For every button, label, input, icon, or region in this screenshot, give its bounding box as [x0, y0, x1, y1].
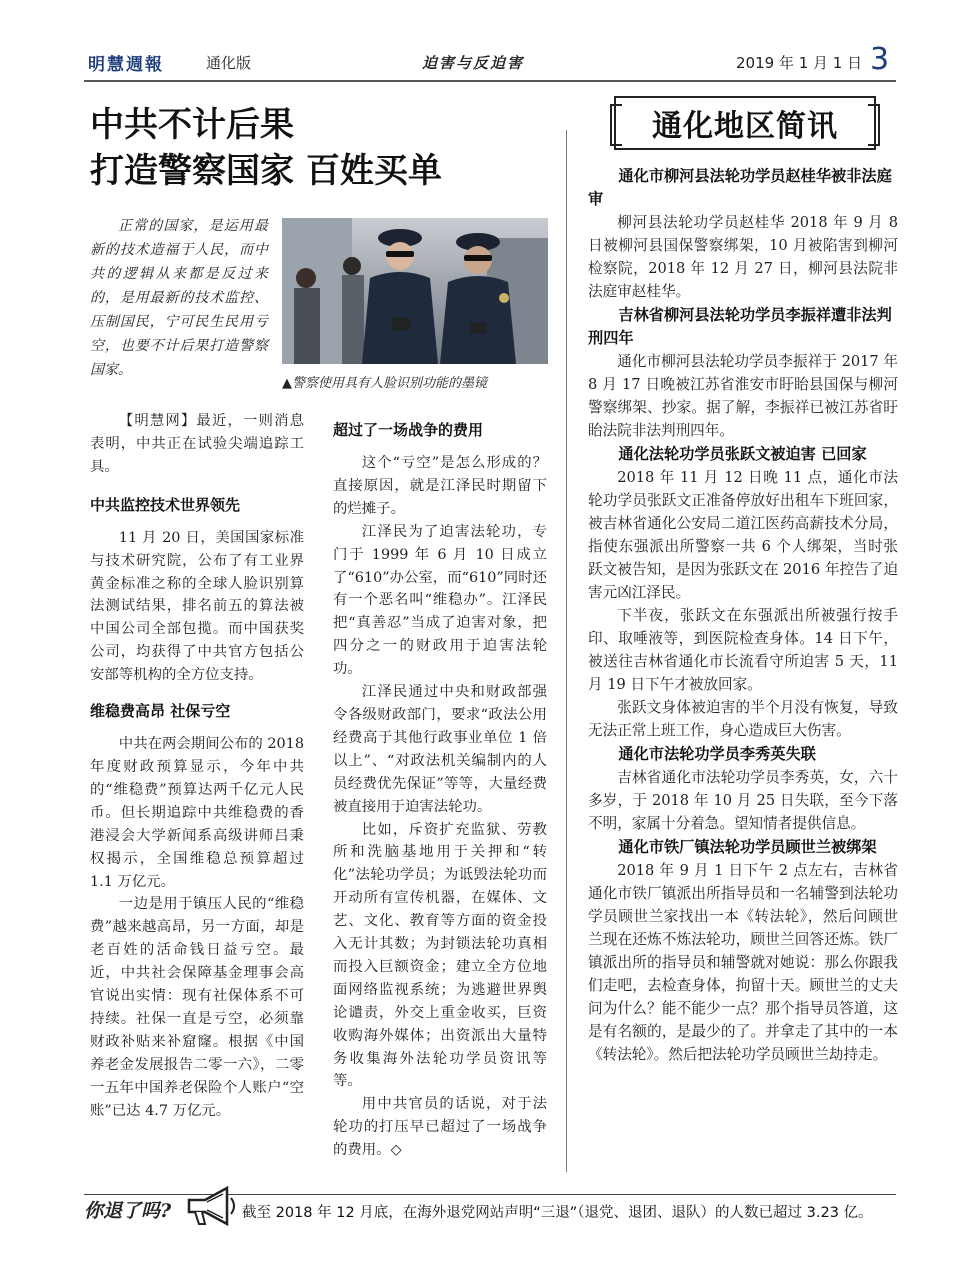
brief-paragraph: 2018 年 11 月 12 日晚 11 点，通化市法轮功学员张跃文正准备停放好出租车下班回家，被吉林省通化公安局二道江医药高薪技术分局，指使东强派出所警察一共 6 个人绑架，当时张跃文被告知，是因为张跃文在 2016 年控告了迫害元凶江泽民。 [588, 469, 898, 601]
paragraph: 江泽民为了迫害法轮功，专门于 1999 年 6 月 10 日成立了“610”办公室，而“610”同时还有一个恶名叫“维稳办”。江泽民把“真善忍”当成了迫害对象，把四分之一的财政用于迫害法轮功。 [333, 523, 547, 678]
headline-line-2: 打造警察国家 百姓买单 [90, 151, 442, 191]
paragraph: 一边是用于镇压人民的“维稳费”越来越高昂，另一方面，却是老百姓的活命钱日益亏空。最近，中共社会保障基金理事会高官说出实情：现有社保体系不可持续。社保一直是亏空，必须靠财政补贴来补窟窿。根据《中国养老金发展报告二零一六》，二零一五年中国养老保险个人账户“空账”已达 4.7 万亿元。 [90, 896, 304, 1119]
article-column-1 [90, 410, 304, 1122]
page-number: 3 [870, 42, 890, 77]
briefs-column [588, 164, 898, 1066]
page-header [88, 42, 898, 78]
footer-notice: 截至 2018 年 12 月底，在海外退党网站声明“三退”（退党、退团、退队）的人数已超过 3.23 亿。 [242, 1205, 873, 1221]
article-column-2 [333, 418, 547, 1162]
section-title: 迫害与反迫害 [422, 54, 525, 72]
brief-item [588, 443, 898, 742]
paragraph: 11 月 20 日，美国国家标准与技术研究院，公布了有工业界黄金标准之称的全球人脸识别算法测试结果，排名前五的算法被中国公司全部包揽。而中国获奖公司，均获得了中共官方包括公安部等机构的全方位支持。 [90, 529, 304, 684]
briefs-title-text: 通化地区简讯 [652, 109, 838, 144]
article-headline [90, 102, 442, 194]
subhead-war-cost: 超过了一场战争的费用 [333, 421, 484, 439]
headline-line-1: 中共不计后果 [90, 105, 294, 145]
brief-title: 通化市铁厂镇法轮功学员顾世兰被绑架 [618, 838, 877, 856]
paragraph: 中共在两会期间公布的 2018 年度财政预算显示，今年中共的“维稳费”预算达两千亿元人民币。但长期追踪中共维稳费的香港浸会大学新闻系高级讲师吕秉权揭示，全国维稳总预算超过 1.1 万亿元。 [90, 736, 304, 890]
photo-caption: ▲警察使用具有人脸识别功能的墨镜 [282, 376, 487, 391]
megaphone-icon [183, 1184, 239, 1228]
briefs-section-title [614, 96, 876, 150]
brief-paragraph: 张跃文身体被迫害的半个月没有恢复，导致无法正常上班工作，身心造成巨大伤害。 [588, 699, 898, 739]
brief-title: 通化市柳河县法轮功学员赵桂华被非法庭审 [588, 167, 892, 208]
brief-paragraph: 吉林省通化市法轮功学员李秀英，女，六十多岁，于 2018 年 10 月 25 日失联，至今下落不明，家属十分着急。望知情者提供信息。 [588, 769, 898, 832]
brief-title: 吉林省柳河县法轮功学员李振祥遭非法判刑四年 [588, 306, 892, 347]
brief-paragraph: 2018 年 9 月 1 日下午 2 点左右，吉林省通化市铁厂镇派出所指导员和一名辅警到法轮功学员顾世兰家找出一本《转法轮》，然后问顾世兰现在还炼不炼法轮功，顾世兰回答还炼。铁厂镇派出所的指导员和辅警就对她说：那么你跟我们走吧，去检查身体，拘留十天。顾世兰的丈夫问为什么？能不能少一点？那个指导员答道，这是有名额的，是最少的了。并拿走了其中的一本《转法轮》。然后把法轮功学员顾世兰劫持走。 [588, 862, 898, 1063]
brief-item [588, 304, 898, 442]
intro-paragraph: 【明慧网】最近，一则消息表明，中共正在试验尖端追踪工具。 [90, 413, 304, 475]
paragraph: 用中共官员的话说，对于法轮功的打压早已超过了一场战争的费用。◇ [333, 1096, 547, 1159]
edition-label: 通化版 [206, 54, 252, 72]
brief-title: 通化市法轮功学员李秀英失联 [618, 745, 816, 763]
subhead-stability-cost: 维稳费高昂 社保亏空 [90, 702, 231, 721]
brief-paragraph: 通化市柳河县法轮功学员李振祥于 2017 年 8 月 17 日晚被江苏省淮安市盱眙县国保与柳河警察绑架、抄家。据了解，李振祥已被江苏省盱眙法院非法判刑四年。 [588, 353, 898, 439]
brief-paragraph: 下半夜，张跃文在东强派出所被强行按手印、取唾液等，到医院检查身体。14 日下午，被送往吉林省通化市长流看守所迫害 5 天，11 月 19 日下午才被放回家。 [588, 607, 898, 693]
brief-paragraph: 柳河县法轮功学员赵桂华 2018 年 9 月 8 日被柳河县国保警察绑架，10 月被陷害到柳河检察院，2018 年 12 月 27 日，柳河县法院非法庭审赵桂华。 [588, 214, 898, 300]
header-divider [84, 80, 896, 82]
brief-item [588, 743, 898, 835]
masthead: 明慧週報 [88, 55, 164, 75]
brief-item [588, 836, 898, 1066]
brief-item [588, 165, 898, 303]
column-divider [566, 130, 567, 1172]
footer-slogan: 你退了吗? [84, 1200, 172, 1222]
paragraph: 比如，斥资扩充监狱、劳教所和洗脑基地用于关押和“转化”法轮功学员；为诋毁法轮功而开动所有宣传机器，在媒体、文艺、文化、教育等方面的资金投入无计其数；为封锁法轮功真相而投入巨额资金；建立全方位地面网络监视系统；为逃避世界舆论谴责，外交上重金收买，巨资收购海外媒体；出资派出大量特务收集海外法轮功学员资讯等等。 [333, 821, 547, 1090]
issue-date: 2019 年 1 月 1 日 [736, 54, 863, 72]
paragraph: 江泽民通过中央和财政部强令各级财政部门，要求“政法公用经费高于其他行政事业单位 1 倍以上”、“对政法机关编制内的人员经费优先保证”等等，大量经费被直接用于迫害法轮功。 [333, 684, 547, 815]
police-sunglasses-photo [282, 218, 548, 364]
subhead-surveillance: 中共监控技术世界领先 [90, 495, 241, 514]
paragraph: 这个“亏空”是怎么形成的？直接原因，就是江泽民时期留下的烂摊子。 [333, 455, 547, 517]
article-lede: 正常的国家，是运用最新的技术造福于人民，而中共的逻辑从来都是反过来的，是用最新的技术监控、压制国民，宁可民生民用亏空，也要不计后果打造警察国家。 [90, 218, 268, 378]
brief-title: 通化法轮功学员张跃文被迫害 已回家 [618, 445, 867, 463]
